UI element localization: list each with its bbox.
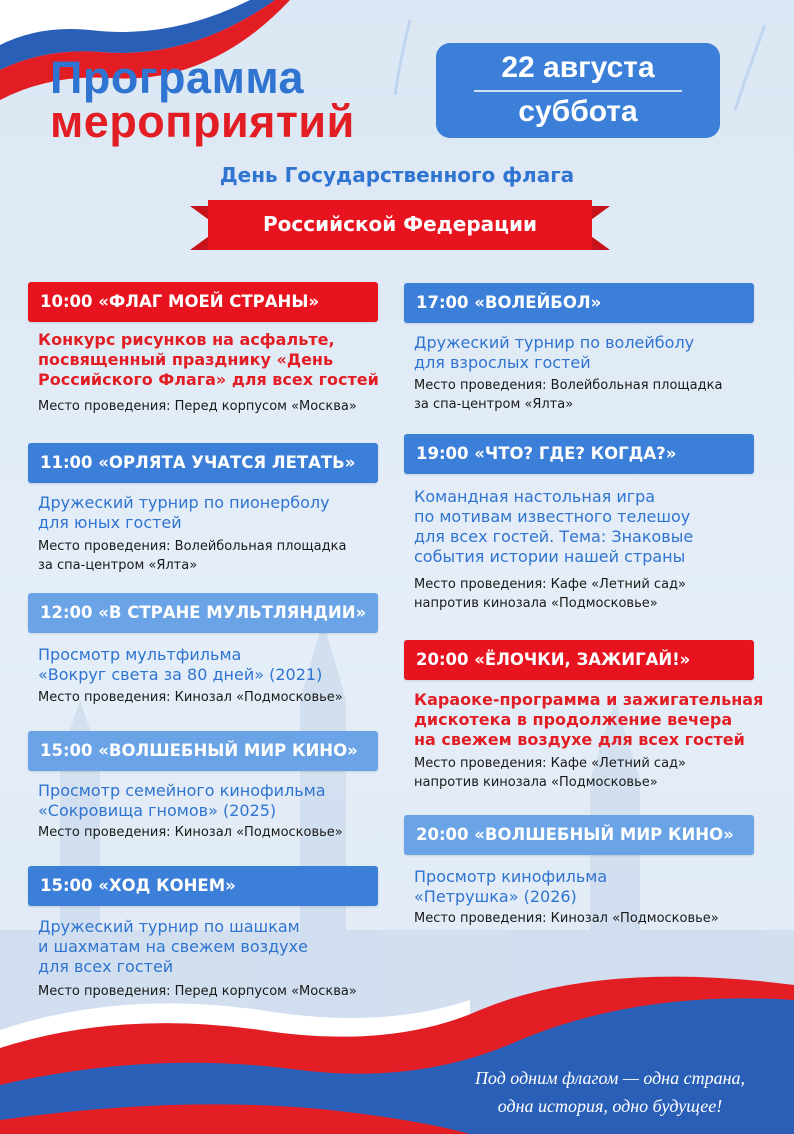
event-description: Просмотр мультфильма «Вокруг света за 80 дней» (2021) [38, 645, 323, 684]
date-badge [436, 43, 720, 138]
footer-slogan: Под одним флагом — одна страна, одна история, одно будущее! [474, 1068, 746, 1116]
event-description: Конкурс рисунков на асфальте, посвященный празднику «День Российского Флага» для всех гостей [38, 330, 379, 389]
event-description: Дружеский турнир по шашкам и шахматам на свежем воздухе для всех гостей [38, 917, 308, 976]
date-divider [474, 90, 682, 92]
event-header: 15:00 «ВОЛШЕБНЫЙ МИР КИНО» [28, 731, 378, 771]
date-weekday: суббота [518, 95, 638, 128]
event-header: 11:00 «ОРЛЯТА УЧАТСЯ ЛЕТАТЬ» [28, 443, 378, 483]
event-description: Просмотр семейного кинофильма «Сокровища гномов» (2025) [38, 781, 326, 820]
event-header: 17:00 «ВОЛЕЙБОЛ» [404, 283, 754, 323]
event-header: 19:00 «ЧТО? ГДЕ? КОГДА?» [404, 434, 754, 474]
date-day: 22 августа [501, 51, 655, 84]
event-description: Просмотр кинофильма «Петрушка» (2026) [414, 867, 608, 906]
page-title-line2: мероприятий [50, 96, 355, 147]
event-place: Место проведения: Перед корпусом «Москва» [38, 984, 357, 999]
event-place: Место проведения: Перед корпусом «Москва» [38, 399, 357, 414]
event-description: Караоке-программа и зажигательная дискотека в продолжение вечера на свежем воздухе для всех гостей [414, 690, 764, 749]
event-place: Место проведения: Волейбольная площадка за спа-центром «Ялта» [414, 378, 723, 412]
event-place: Место проведения: Кафе «Летний сад» напротив кинозала «Подмосковье» [414, 577, 686, 611]
event-header: 15:00 «ХОД КОНЕМ» [28, 866, 378, 906]
event-place: Место проведения: Кинозал «Подмосковье» [414, 911, 719, 926]
event-place: Место проведения: Кинозал «Подмосковье» [38, 825, 343, 840]
event-place: Место проведения: Кинозал «Подмосковье» [38, 690, 343, 705]
event-place: Место проведения: Волейбольная площадка за спа-центром «Ялта» [38, 539, 347, 573]
event-description: Дружеский турнир по пионерболу для юных гостей [38, 493, 330, 532]
ribbon-text: Российской Федерации [262, 212, 538, 236]
event-header: 10:00 «ФЛАГ МОЕЙ СТРАНЫ» [28, 282, 378, 322]
event-place: Место проведения: Кафе «Летний сад» напротив кинозала «Подмосковье» [414, 756, 686, 790]
event-description: Дружеский турнир по волейболу для взрослых гостей [414, 333, 695, 372]
event-header: 20:00 «ЁЛОЧКИ, ЗАЖИГАЙ!» [404, 640, 754, 680]
event-header: 20:00 «ВОЛШЕБНЫЙ МИР КИНО» [404, 815, 754, 855]
event-description: Командная настольная игра по мотивам известного телешоу для всех гостей. Тема: Знаковые события истории нашей страны [414, 487, 694, 566]
subtitle: День Государственного флага [219, 163, 575, 187]
page-title-line1: Программа [50, 52, 305, 103]
event-header: 12:00 «В СТРАНЕ МУЛЬТЛЯНДИИ» [28, 593, 378, 633]
